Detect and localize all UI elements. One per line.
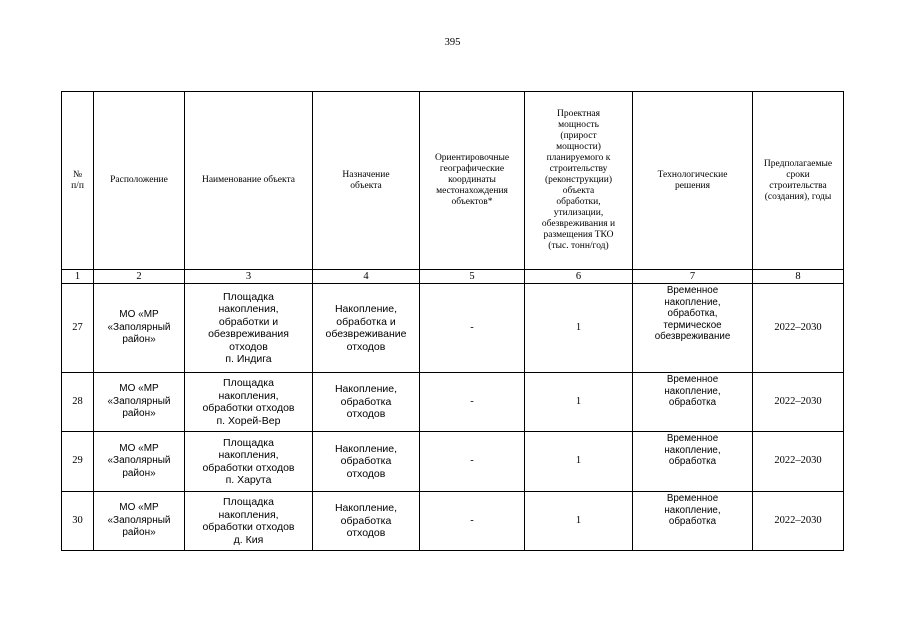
text-line: объекта	[350, 180, 382, 191]
text-line: утилизации,	[553, 208, 604, 218]
text-line: мощности)	[556, 142, 601, 152]
column-number: 7	[633, 270, 753, 284]
capacity-cell: 1	[525, 284, 633, 373]
text-line: отходов	[346, 340, 386, 353]
purpose-cell	[313, 432, 420, 492]
text-line: координаты	[448, 175, 496, 185]
text-line: обработки отходов	[202, 521, 295, 533]
text-line: Временное	[666, 285, 719, 296]
text-line: Накопление,	[334, 303, 398, 315]
row-number: 27	[62, 284, 94, 373]
technology-cell	[633, 432, 753, 492]
text-line: (прирост	[560, 131, 597, 141]
location-cell	[94, 492, 185, 551]
period-cell: 2022–2030	[753, 432, 844, 492]
text-line: (реконструкции)	[545, 175, 612, 185]
text-line: обработка	[668, 397, 717, 408]
text-line: объектов*	[451, 197, 493, 207]
text-line: накопление,	[664, 444, 721, 456]
text-line: накопление,	[664, 504, 721, 516]
text-line: размещения ТКО	[543, 230, 614, 240]
text-line: обезвреживание	[654, 331, 731, 342]
text-line: обезвреживание	[325, 328, 407, 340]
header-cell	[313, 92, 420, 270]
text-line: Накопление,	[334, 383, 398, 396]
text-line: «Заполярный	[107, 514, 171, 526]
text-line: обработки отходов	[202, 402, 295, 414]
text-line: (создания), годы	[764, 191, 832, 202]
coordinates-cell: -	[420, 492, 525, 551]
text-line: накопление,	[664, 296, 721, 308]
header-cell	[753, 92, 844, 270]
text-line: (тыс. тонн/год)	[548, 241, 609, 251]
coordinates-cell: -	[420, 284, 525, 373]
column-number: 3	[185, 270, 313, 284]
text-line: МО «МР	[119, 502, 159, 514]
text-line: Проектная	[556, 109, 600, 119]
row-number: 29	[62, 432, 94, 492]
text-line: п. Харута	[225, 474, 272, 486]
text-line: обработка,	[667, 308, 718, 319]
text-line: обезвреживания и	[541, 219, 616, 229]
waste-facilities-table	[61, 91, 844, 551]
column-number-row	[62, 270, 844, 284]
text-line: «Заполярный	[107, 395, 171, 407]
period-cell: 2022–2030	[753, 373, 844, 432]
technology-cell	[633, 284, 753, 373]
text-line: мощность	[558, 120, 599, 130]
table-row	[62, 373, 844, 432]
text-line: накопления,	[218, 508, 279, 521]
page-number: 395	[444, 37, 461, 48]
text-line: МО «МР	[119, 309, 159, 321]
text-line: объекта	[562, 186, 595, 196]
text-line: Временное	[666, 493, 719, 504]
text-line: местонахождения	[436, 186, 508, 196]
table-row	[62, 492, 844, 551]
column-number: 1	[62, 270, 94, 284]
text-line: Площадка	[223, 290, 274, 303]
text-line: Площадка	[223, 496, 274, 508]
header-cell	[62, 92, 94, 270]
text-line: Временное	[666, 433, 719, 444]
row-number: 28	[62, 373, 94, 432]
technology-cell	[633, 373, 753, 432]
text-line: №	[72, 169, 83, 180]
text-line: отходов	[346, 527, 386, 540]
text-line: отходов	[346, 408, 386, 421]
capacity-cell: 1	[525, 492, 633, 551]
text-line: обработка	[340, 514, 392, 527]
period-cell: 2022–2030	[753, 492, 844, 551]
text-line: Назначение	[342, 169, 390, 180]
text-line: планируемого к	[546, 153, 611, 163]
purpose-cell	[313, 373, 420, 432]
technology-cell	[633, 492, 753, 551]
text-line: строительству	[549, 164, 608, 174]
text-line: обработка и	[336, 315, 396, 328]
text-line: отходов	[229, 340, 268, 353]
text-line: накопления,	[218, 389, 279, 402]
text-line: Технологические	[657, 169, 728, 180]
location-cell	[94, 373, 185, 432]
text-line: обработка	[668, 456, 717, 467]
text-line: район»	[122, 467, 156, 479]
header-cell	[633, 92, 753, 270]
column-number: 2	[94, 270, 185, 284]
text-line: обработка	[668, 516, 717, 527]
text-line: обработки,	[556, 197, 601, 207]
text-line: строительства	[769, 180, 827, 191]
object-name-cell	[185, 432, 313, 492]
row-number: 30	[62, 492, 94, 551]
object-name-cell	[185, 284, 313, 373]
text-line: обработка	[340, 455, 392, 468]
coordinates-cell: -	[420, 373, 525, 432]
location-cell	[94, 284, 185, 373]
text-line: д. Кия	[233, 533, 264, 546]
text-line: Предполагаемые	[763, 158, 833, 169]
table-row	[62, 432, 844, 492]
period-cell: 2022–2030	[753, 284, 844, 373]
text-line: Площадка	[223, 377, 274, 389]
text-line: решения	[674, 180, 711, 191]
text-line: Ориентировочные	[434, 153, 510, 163]
text-line: сроки	[786, 169, 810, 180]
text-line: накопления,	[218, 303, 279, 315]
text-line: обработка	[340, 395, 392, 408]
purpose-cell	[313, 284, 420, 373]
column-number: 6	[525, 270, 633, 284]
text-line: «Заполярный	[107, 455, 171, 467]
text-line: Накопление,	[334, 502, 398, 515]
purpose-cell	[313, 492, 420, 551]
text-line: район»	[122, 527, 156, 539]
object-name-cell	[185, 373, 313, 432]
text-line: район»	[122, 334, 156, 346]
text-line: Накопление,	[334, 442, 398, 455]
object-name-cell	[185, 492, 313, 551]
text-line: п/п	[71, 180, 84, 191]
text-line: район»	[122, 408, 156, 420]
capacity-cell: 1	[525, 373, 633, 432]
coordinates-cell: -	[420, 432, 525, 492]
header-cell	[525, 92, 633, 270]
header-cell: Наименование объекта	[185, 92, 313, 270]
text-line: обезвреживания	[208, 328, 289, 340]
text-line: термическое	[663, 319, 722, 331]
header-cell: Расположение	[94, 92, 185, 270]
table-row	[62, 284, 844, 373]
text-line: обработки отходов	[202, 461, 295, 474]
column-number: 5	[420, 270, 525, 284]
column-number: 8	[753, 270, 844, 284]
text-line: Временное	[666, 374, 719, 385]
text-line: Площадка	[223, 436, 274, 449]
text-line: накопление,	[664, 385, 721, 397]
text-line: п. Хорей-Вер	[216, 414, 281, 427]
text-line: «Заполярный	[107, 321, 171, 333]
location-cell	[94, 432, 185, 492]
header-cell	[420, 92, 525, 270]
capacity-cell: 1	[525, 432, 633, 492]
text-line: географические	[439, 164, 505, 174]
text-line: п. Индига	[225, 353, 272, 365]
text-line: МО «МР	[119, 383, 159, 395]
text-line: отходов	[346, 467, 386, 480]
table-header-row	[62, 92, 844, 270]
column-number: 4	[313, 270, 420, 284]
text-line: МО «МР	[119, 442, 159, 454]
text-line: накопления,	[218, 449, 279, 461]
text-line: обработки и	[218, 315, 279, 328]
